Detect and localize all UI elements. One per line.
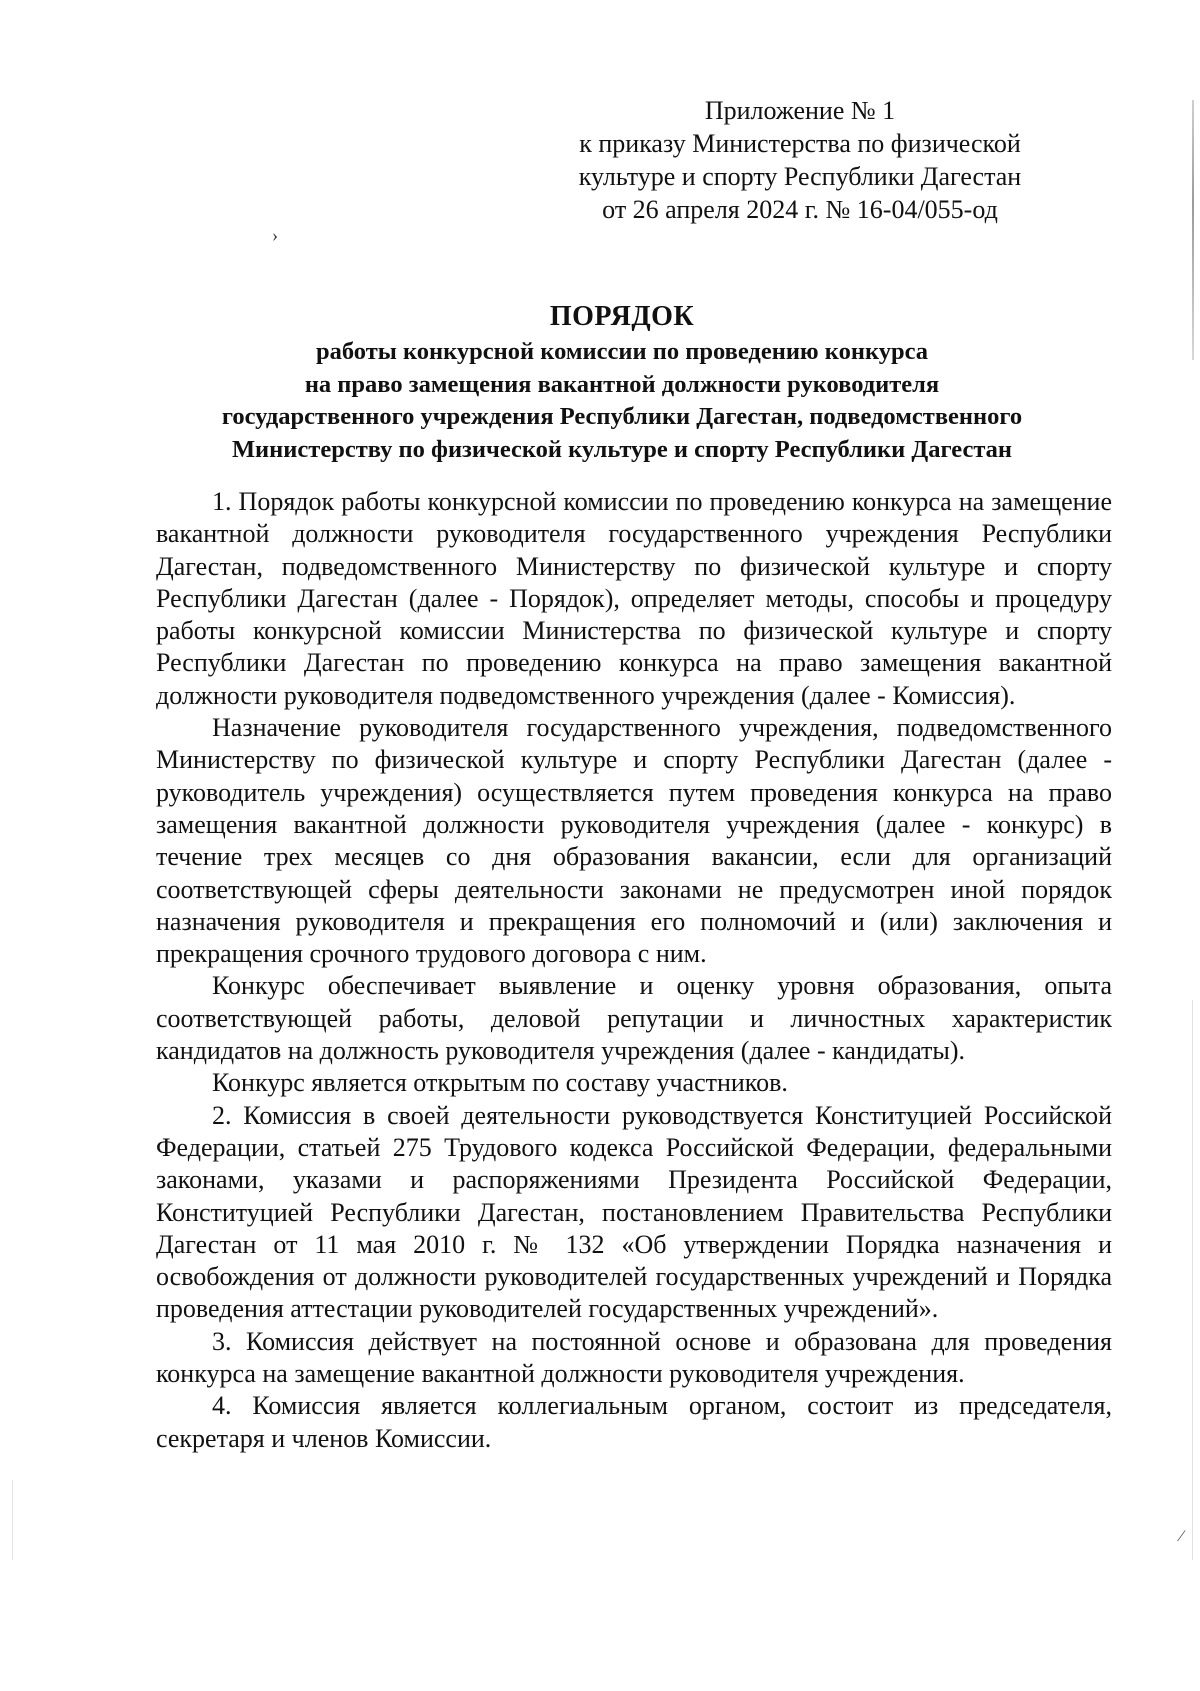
- appendix-ministry: культуре и спорту Республики Дагестан: [578, 162, 1022, 191]
- paragraph: Конкурс обеспечивает выявление и оценку уровня образования, опыта соответствующей работы, деловой репутации и личностных характеристик кандидатов на должность руководителя учреждения (далее - кандидаты).: [156, 971, 1112, 1066]
- document-subtitle: [150, 336, 1094, 466]
- subtitle-line: Министерству по физической культуре и спорту Республики Дагестан: [231, 435, 1013, 463]
- subtitle-line: работы конкурсной комиссии по проведению конкурса: [315, 338, 929, 365]
- appendix-order-reference: к приказу Министерства по физической: [579, 129, 1021, 158]
- paragraph: 4. Комиссия является коллегиальным органом, состоит из председателя, секретаря и членов Комиссии.: [156, 1391, 1112, 1453]
- scan-speck: ›: [272, 225, 278, 245]
- paragraph: 3. Комиссия действует на постоянной основе и образована для проведения конкурса на замещение вакантной должности руководителя учреждения.: [156, 1326, 1112, 1389]
- appendix-number: Приложение № 1: [704, 96, 896, 125]
- document-title: ПОРЯДОК: [549, 301, 695, 332]
- document-title-block: [150, 298, 1094, 466]
- scan-edge-line: [1192, 100, 1194, 360]
- subtitle-line: государственного учреждения Республики Дагестан, подведомственного: [221, 403, 1023, 430]
- paragraph: 1. Порядок работы конкурсной комиссии по проведению конкурса на замещение вакантной должности руководителя государственного учреждения Республики Дагестан, подведомственного Министерству по физической культуре и спорту Республики Дагестан (далее - Порядок), определяет методы, способы и процедуру работы конкурсной комиссии Министерства по физической культуре и спорту Республики Дагестан по проведению конкурса на право замещения вакантной должности руководителя подведомственного учреждения (далее - Комиссия).: [156, 487, 1112, 710]
- scan-edge-line: [12, 1480, 13, 1560]
- paragraph: Назначение руководителя государственного учреждения, подведомственного Министерству по физической культуре и спорту Республики Дагестан (далее - руководитель учреждения) осуществляется путем проведения конкурса на право замещения вакантной должности руководителя учреждения (далее - конкурс) в течение трех месяцев со дня образования вакансии, если для организаций соответствующей сферы деятельности законами не предусмотрен иной порядок назначения руководителя и прекращения его полномочий и (или) заключения и прекращения срочного трудового договора с ним.: [156, 713, 1112, 969]
- subtitle-line: на право замещения вакантной должности руководителя: [304, 370, 940, 398]
- scan-edge-line: [1192, 1000, 1193, 1560]
- document-body: [156, 486, 1112, 1455]
- scan-speck: ⁄: [1180, 1528, 1183, 1545]
- appendix-order-date: от 26 апреля 2024 г. № 16-04/055-од: [602, 195, 998, 224]
- paragraph: 2. Комиссия в своей деятельности руководствуется Конституцией Российской Федерации, статьей 275 Трудового кодекса Российской Федерации, федеральными законами, указами и распоряжениями Президента Российской Федерации, Конституцией Республики Дагестан, постановлением Правительства Республики Дагестан от 11 мая 2010 г. № 132 «Об утверждении Порядка назначения и освобождения от должности руководителей государственных учреждений и Порядка проведения аттестации руководителей государственных учреждений».: [156, 1100, 1112, 1324]
- paragraph: Конкурс является открытым по составу участников.: [212, 1068, 788, 1098]
- appendix-header: [520, 94, 1080, 226]
